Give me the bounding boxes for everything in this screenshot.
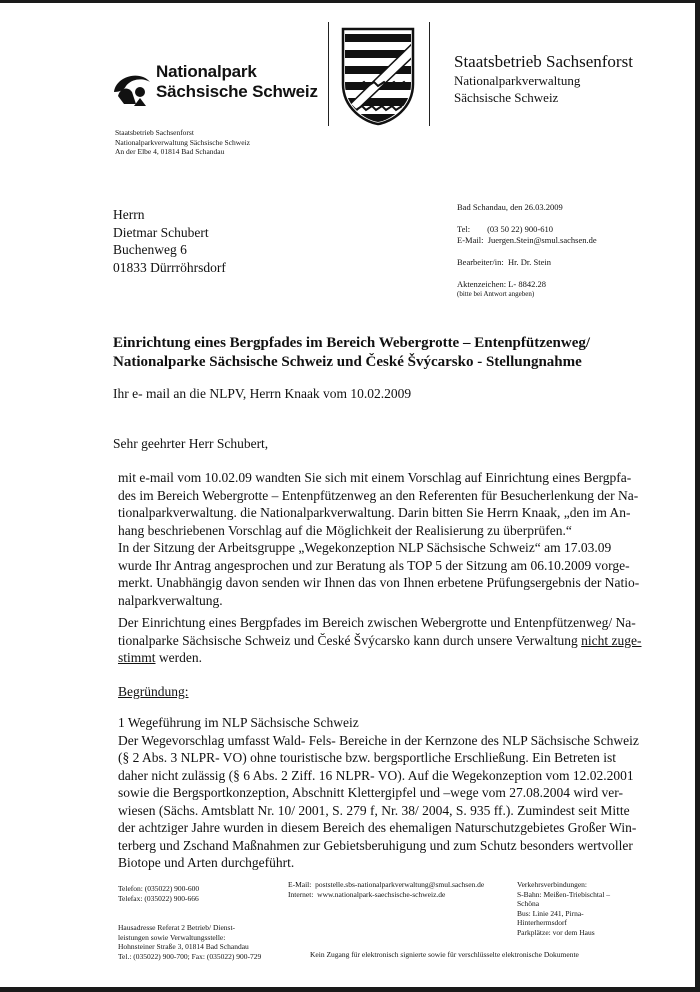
handler: Bearbeiter/in: Hr. Dr. Stein	[457, 257, 551, 267]
paragraph-line: Der Wegevorschlag umfasst Wald- Fels- Bereiche in der Kernzone des NLP Sächsische Schweiz	[118, 732, 639, 748]
sender-line-3: An der Elbe 4, 01814 Bad Schandau	[115, 147, 225, 156]
footer-address-line: Tel.: (035022) 900-700; Fax: (035022) 900-729	[118, 951, 262, 961]
sender-line-2: Nationalparkverwaltung Sächsische Schweiz	[115, 137, 250, 147]
footer-online	[288, 880, 484, 899]
section-heading: Begründung:	[118, 684, 189, 699]
paragraph-line: Der Einrichtung eines Bergpfades im Bereich zwischen Webergrotte und Entenpfützenweg/ Na-	[118, 615, 636, 630]
footer-transport	[517, 880, 610, 937]
footer-tel: Telefon: (035022) 900-600	[118, 884, 200, 893]
footer-phone	[118, 884, 199, 903]
paragraph-line: der achtziger Jahre wurden in diesem Bereich des ehemaligen Naturschutzgebietes Großer Win-	[118, 820, 637, 835]
footer-fax: Telefax: (035022) 900-666	[118, 893, 199, 903]
paragraph-line	[118, 632, 673, 650]
paragraph-line: merkt. Unabhängig davon senden wir Ihnen das von Ihnen erbetene Prüfungsergebnis der Natio-	[118, 575, 640, 590]
footer-transport-line: Bus: Linie 241, Pirna-	[517, 908, 584, 918]
org-subtitle	[454, 72, 580, 106]
contact-tel: Tel: (03 50 22) 900-610	[457, 224, 553, 234]
recipient-line-4: 01833 Dürrröhrsdorf	[113, 259, 226, 275]
reference-line: Ihr e- mail an die NLPV, Herrn Knaak vom 10.02.2009	[113, 386, 412, 401]
footer-note: Kein Zugang für elektronisch signierte sowie für verschlüsselte elektronische Dokumente	[310, 950, 579, 959]
footer-transport-line: Parkplätze: vor dem Haus	[517, 927, 595, 937]
footer-transport-line: S-Bahn: Meißen-Triebischtal –	[517, 889, 611, 899]
org-subtitle-line-2: Sächsische Schweiz	[454, 90, 559, 105]
subject-line-2: Nationalparke Sächsische Schweiz und České Švýcarsko - Stellungnahme	[113, 354, 582, 370]
logo-line-1: Nationalpark	[156, 62, 257, 81]
logo-wordmark	[156, 62, 318, 102]
crest-rule-left	[328, 22, 329, 126]
org-title: Staatsbetrieb Sachsenforst	[454, 52, 633, 71]
paragraph-line: mit e-mail vom 10.02.09 wandten Sie sich mit einem Vorschlag auf Einrichtung eines Bergpfa-	[118, 470, 632, 485]
paragraph-line: nalparkverwaltung.	[118, 592, 223, 608]
nationalpark-logo	[110, 62, 330, 108]
saxony-coat-of-arms-icon	[340, 26, 416, 126]
recipient-line-2: Dietmar Schubert	[113, 224, 209, 240]
subject-line-1: Einrichtung eines Bergpfades im Bereich Webergrotte – Entenpfützenweg/	[113, 335, 591, 351]
sender-address	[115, 128, 250, 157]
scan-border-right	[695, 0, 700, 992]
recipient-line-3: Buchenweg 6	[113, 242, 187, 257]
footer-transport-line: Hinterhermsdorf	[517, 918, 567, 927]
footer-email: E-Mail: poststelle.sbs-nationalparkverwaltung@smul.sachsen.de	[288, 880, 485, 889]
paragraph-line: daher nicht zulässig (§ 6 Abs. 2 Ziff. 16 NLPR- VO). Auf die Wegekonzeption vom 12.02.2001	[118, 767, 634, 783]
decision-underlined-text: nicht zuge-	[581, 632, 642, 648]
letter-date: Bad Schandau, den 26.03.2009	[457, 202, 563, 212]
file-number: Aktenzeichen: L- 8842.28	[457, 279, 546, 289]
nationalpark-logo-icon	[110, 66, 152, 106]
paragraph-line: hang beschriebenen Vorschlag auf die Möglichkeit der Realisierung zu überprüfen.“	[118, 522, 572, 538]
footer-web: Internet: www.nationalpark-saechsische-schweiz.de	[288, 889, 446, 899]
footer-transport-line: Verkehrsverbindungen:	[517, 880, 587, 889]
paragraph-line: wurde Ihr Antrag angesprochen und zur Beratung als TOP 5 der Sitzung am 06.10.2009 vorge-	[118, 557, 630, 573]
paragraph-line: 1 Wegeführung im NLP Sächsische Schweiz	[118, 715, 359, 730]
paragraph-line: In der Sitzung der Arbeitsgruppe „Wegekonzeption NLP Sächsische Schweiz“ am 17.03.09	[118, 540, 612, 555]
scan-border-top	[0, 0, 700, 3]
sender-line-1: Staatsbetrieb Sachsenforst	[115, 128, 194, 137]
paragraph-line: des im Bereich Webergrotte – Entenpfützenweg an den Referenten für Besucherlenkung der Na-	[118, 487, 639, 503]
letter-meta	[457, 202, 597, 299]
footer-address-line: Hausadresse Referat 2 Betrieb/ Dienst-	[118, 923, 236, 932]
recipient-line-1: Herrn	[113, 207, 145, 222]
paragraph-line: sowie die Bergsportkonzeption, Abschnitt Klettergipfel und –wege vom 27.08.2004 wird ver-	[118, 785, 624, 800]
paragraph-line: terberg und Zschand Maßnahmen zur Gebietsberuhigung und zum Schutz besonders wertvoller	[118, 837, 633, 853]
org-subtitle-line-1: Nationalparkverwaltung	[454, 73, 581, 88]
recipient-address	[113, 206, 226, 276]
scan-border-bottom	[0, 987, 700, 992]
body-paragraph-1	[118, 469, 673, 609]
body-paragraph-3	[118, 714, 673, 872]
footer-transport-line: Schöna	[517, 899, 540, 908]
footer-house-address	[118, 923, 261, 961]
footer-address-line: leistungen sowie Verwaltungsstelle:	[118, 932, 226, 942]
contact-email: E-Mail: Juergen.Stein@smul.sachsen.de	[457, 235, 597, 245]
body-paragraph-2	[118, 614, 673, 667]
decision-underlined-text-cont: stimmt	[118, 650, 156, 665]
paragraph-text: werden.	[155, 650, 202, 665]
paragraph-line: tionalparkverwaltung. die Nationalparkverwaltung. Darin bitten Sie Herrn Knaak, „den im An-	[118, 505, 631, 520]
footer-address-line: Hohnsteiner Straße 3, 01814 Bad Schandau	[118, 942, 249, 951]
paragraph-line: Biotope und Arten durchgeführt.	[118, 855, 295, 870]
paragraph-text: tionalparke Sächsische Schweiz und České Švýcarsko kann durch unsere Verwaltung	[118, 632, 582, 648]
paragraph-line: wiesen (Sächs. Amtsblatt Nr. 10/ 2001, S. 279 f, Nr. 38/ 2004, S. 935 ff.). Zumindest seit Mitte	[118, 802, 630, 818]
file-number-note: (bitte bei Antwort angeben)	[457, 290, 535, 298]
salutation: Sehr geehrter Herr Schubert,	[113, 436, 269, 451]
logo-line-2: Sächsische Schweiz	[156, 82, 318, 101]
paragraph-line	[118, 649, 673, 667]
letter-subject	[113, 334, 673, 372]
crest-rule-right	[429, 22, 430, 126]
paragraph-line: (§ 2 Abs. 3 NLPR- VO) ohne touristische bzw. bergsportliche Erschließung. Ein Betreten ist	[118, 750, 617, 765]
